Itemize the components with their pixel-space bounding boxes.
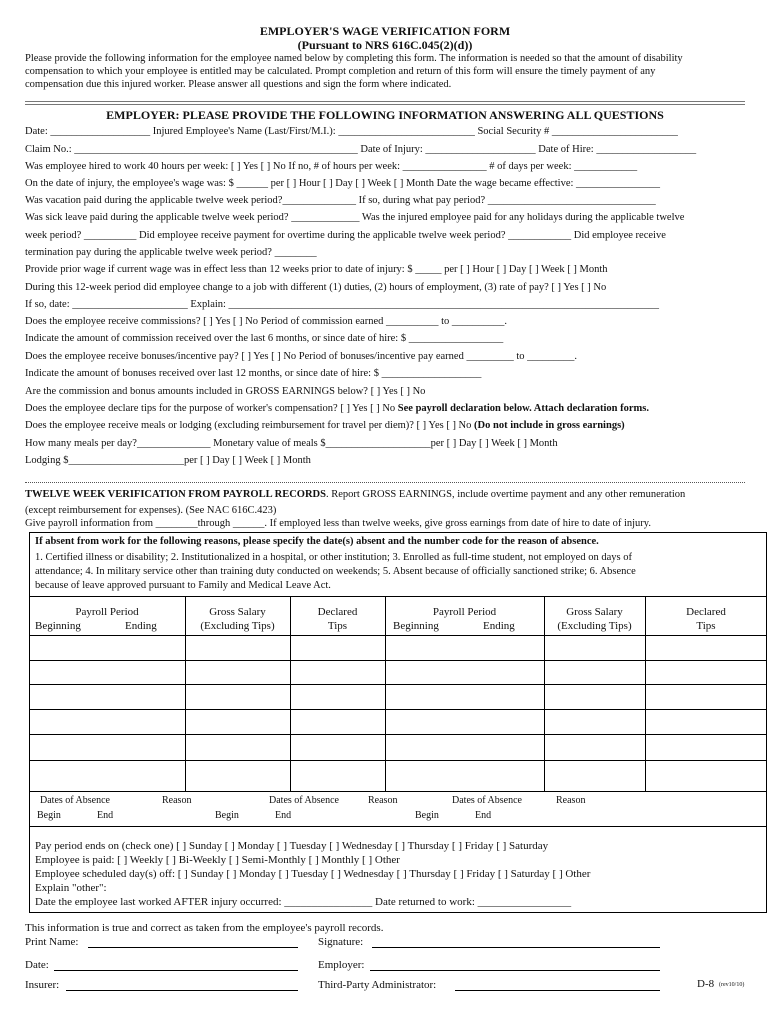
- insurer-field[interactable]: [66, 990, 298, 991]
- tpa-field[interactable]: [455, 990, 660, 991]
- lodging-line[interactable]: Lodging $______________________per [ ] Day [ ] Week [ ] Month: [25, 455, 311, 466]
- employer-line-14[interactable]: Does the employee receive bonuses/incentive pay? [ ] Yes [ ] No Period of bonuses/incentive pay earned _________ to _________.: [25, 351, 577, 362]
- twelve-week-heading: [25, 489, 685, 500]
- header-divider: [25, 101, 745, 105]
- twelve-week-title: TWELVE WEEK VERIFICATION FROM PAYROLL RECORDS: [25, 489, 326, 500]
- begin-label-3: Begin: [415, 810, 439, 821]
- intro-line-1: Please provide the following information for the employee named below by completing this form. The information is needed so that the amount of disability: [25, 53, 683, 64]
- absence-heading: If absent from work for the following reasons, please specify the date(s) absent and the number code for the reason of absence.: [35, 536, 599, 547]
- meals-question: Does the employee receive meals or lodging (excluding reimbursement for travel per diem)? [ ] Yes [ ] No: [25, 420, 475, 431]
- employer-line-10[interactable]: During this 12-week period did employee change to a job with different (1) duties, (2) hours of employment, (3) rate of pay? [ ] Yes [ ] No: [25, 282, 607, 293]
- employer-label: Employer:: [318, 959, 365, 971]
- certification-statement: This information is true and correct as taken from the employee's payroll records.: [25, 922, 384, 934]
- employer-field[interactable]: [370, 970, 660, 971]
- col-header-excluding-right: (Excluding Tips): [557, 620, 632, 632]
- twelve-week-line-3[interactable]: Give payroll information from ________through ______. If employed less than twelve weeks, give gross earnings from date of hire to date of injury.: [25, 518, 651, 529]
- twelve-week-instruction: . Report GROSS EARNINGS, include overtime payment and any other remuneration: [325, 489, 686, 500]
- section-divider: [25, 482, 745, 483]
- scheduled-days-off-line[interactable]: Employee scheduled day(s) off: [ ] Sunday [ ] Monday [ ] Tuesday [ ] Wednesday [ ] Thursday [ ] Friday [ ] Saturday [ ] Other: [35, 868, 591, 880]
- col-header-excluding-left: (Excluding Tips): [200, 620, 275, 632]
- col-header-payroll-period-left: Payroll Period: [75, 606, 139, 618]
- begin-label-2: Begin: [215, 810, 239, 821]
- table-row[interactable]: [29, 734, 767, 735]
- meals-instruction: (Do not include in gross earnings): [474, 420, 625, 431]
- employer-line-15[interactable]: Indicate the amount of bonuses received over last 12 months, or since date of hire: $ ___________________: [25, 368, 482, 379]
- employer-line-11[interactable]: If so, date: ______________________ Explain: __________________________________________________________________________________: [25, 299, 660, 310]
- col-header-gross-left: Gross Salary: [209, 606, 266, 618]
- table-row[interactable]: [29, 709, 767, 710]
- absence-reasons-1: 1. Certified illness or disability; 2. Institutionalized in a hospital, or other institution; 3. Enrolled as full-time student, not employed on days of: [35, 552, 632, 563]
- col-header-declared-right: Declared: [686, 606, 726, 618]
- col-header-tips-left: Tips: [327, 620, 348, 632]
- intro-line-2: compensation to which your employee is entitled may be calculated. Prompt completion and return of this form will ensure the timely payment of any: [25, 66, 656, 77]
- last-worked-line[interactable]: Date the employee last worked AFTER injury occurred: ________________ Date returned to work: _________________: [35, 896, 572, 908]
- employer-heading: EMPLOYER: PLEASE PROVIDE THE FOLLOWING INFORMATION ANSWERING ALL QUESTIONS: [106, 108, 664, 122]
- meals-line[interactable]: [25, 420, 625, 431]
- employer-line-3[interactable]: Was employee hired to work 40 hours per week: [ ] Yes [ ] No If no, # of hours per week: ________________ # of days per week: ____________: [25, 161, 638, 172]
- end-label-2: End: [275, 810, 292, 821]
- reason-label-1: Reason: [162, 795, 192, 806]
- form-number: D-8: [697, 978, 715, 990]
- form-title: EMPLOYER'S WAGE VERIFICATION FORM: [259, 24, 511, 38]
- twelve-week-line-2: (except reimbursement for expenses). (See NAC 616C.423): [25, 505, 277, 516]
- explain-other-line[interactable]: Explain "other":: [35, 882, 107, 894]
- form-subtitle: (Pursuant to NRS 616C.045(2)(d)): [297, 38, 473, 52]
- employer-line-6[interactable]: Was sick leave paid during the applicable twelve week period? _____________ Was the injured employee paid for any holidays during the applicable twelve: [25, 212, 685, 223]
- table-row[interactable]: [29, 684, 767, 685]
- col-header-payroll-period-right: Payroll Period: [432, 606, 497, 618]
- employer-line-5[interactable]: Was vacation paid during the applicable twelve week period?______________ If so, during what pay period? ________________________________: [25, 195, 656, 206]
- employee-paid-line[interactable]: Employee is paid: [ ] Weekly [ ] Bi-Weekly [ ] Semi-Monthly [ ] Monthly [ ] Other: [35, 854, 400, 866]
- absence-reasons-3: because of leave approved pursuant to Family and Medical Leave Act.: [35, 580, 331, 591]
- payroll-col-divider: [385, 596, 386, 792]
- employer-line-7[interactable]: week period? __________ Did employee receive payment for overtime during the applicable twelve week period? ____________ Did employee receive: [25, 230, 666, 241]
- tpa-label: Third-Party Administrator:: [318, 979, 437, 991]
- table-row[interactable]: [29, 760, 767, 761]
- col-header-gross-right: Gross Salary: [566, 606, 623, 618]
- signature-field[interactable]: [372, 947, 660, 948]
- col-header-tips-right: Tips: [696, 620, 716, 632]
- col-header-beginning-right: Beginning: [393, 620, 439, 632]
- end-label-1: End: [97, 810, 114, 821]
- print-name-field[interactable]: [88, 947, 298, 948]
- meals-per-day-line[interactable]: How many meals per day?______________ Monetary value of meals $____________________per [ ] Day [ ] Week [ ] Month: [25, 438, 558, 449]
- absence-reasons-2: attendance; 4. In military service other than training duty conducted on weekends; 5. Absent because of officially sanctioned strike; 6. Absence: [35, 566, 636, 577]
- reason-label-3: Reason: [556, 795, 586, 806]
- col-header-beginning-left: Beginning: [35, 620, 81, 632]
- dates-of-absence-label-3: Dates of Absence: [452, 795, 522, 806]
- reason-label-2: Reason: [368, 795, 398, 806]
- employer-line-16[interactable]: Are the commission and bonus amounts included in GROSS EARNINGS below? [ ] Yes [ ] No: [25, 386, 426, 397]
- end-label-3: End: [475, 810, 492, 821]
- table-row[interactable]: [29, 660, 767, 661]
- intro-line-3: compensation due this injured worker. Please answer all questions and sign the form where indicated.: [25, 79, 452, 90]
- begin-label-1: Begin: [37, 810, 61, 821]
- employer-line-9[interactable]: Provide prior wage if current wage was in effect less than 12 weeks prior to date of injury: $ _____ per [ ] Hour [ ] Day [ ] Week [ ] Month: [25, 264, 608, 275]
- pay-period-ends-line[interactable]: Pay period ends on (check one) [ ] Sunday [ ] Monday [ ] Tuesday [ ] Wednesday [ ] Thursday [ ] Friday [ ] Saturday: [35, 840, 549, 852]
- employer-line-1[interactable]: Date: ___________________ Injured Employee's Name (Last/First/M.I.): __________________________ Social Security # ________________________: [25, 126, 678, 137]
- employer-line-4[interactable]: On the date of injury, the employee's wage was: $ ______ per [ ] Hour [ ] Day [ ] Week [ ] Month Date the wage became effective: ________________: [25, 178, 661, 189]
- form-revision: (rev10/10): [719, 982, 745, 988]
- dates-of-absence-label-2: Dates of Absence: [269, 795, 339, 806]
- print-name-label: Print Name:: [25, 936, 79, 948]
- date-label: Date:: [25, 959, 49, 971]
- col-header-ending-right: Ending: [483, 620, 515, 632]
- tips-question: Does the employee declare tips for the purpose of worker's compensation? [ ] Yes [ ] No: [25, 403, 398, 414]
- employer-line-8[interactable]: termination pay during the applicable twelve week period? ________: [25, 247, 317, 258]
- tips-instruction: See payroll declaration below. Attach declaration forms.: [397, 403, 649, 414]
- insurer-label: Insurer:: [25, 979, 60, 991]
- dates-of-absence-label-1: Dates of Absence: [40, 795, 110, 806]
- signature-label: Signature:: [318, 936, 364, 948]
- col-header-ending-left: Ending: [125, 620, 157, 632]
- employer-line-2[interactable]: Claim No.: ______________________________________________________ Date of Injury: _____________________ Date of Hire: ___________________: [25, 144, 697, 155]
- absence-dates-table: [29, 792, 767, 827]
- date-field[interactable]: [54, 970, 298, 971]
- employer-line-12[interactable]: Does the employee receive commissions? [ ] Yes [ ] No Period of commission earned __________ to __________.: [25, 316, 508, 327]
- employer-line-13[interactable]: Indicate the amount of commission received over the last 6 months, or since date of hire: $ __________________: [25, 333, 504, 344]
- table-row[interactable]: [29, 635, 767, 636]
- col-header-declared-left: Declared: [317, 606, 358, 618]
- tips-line[interactable]: [25, 403, 649, 414]
